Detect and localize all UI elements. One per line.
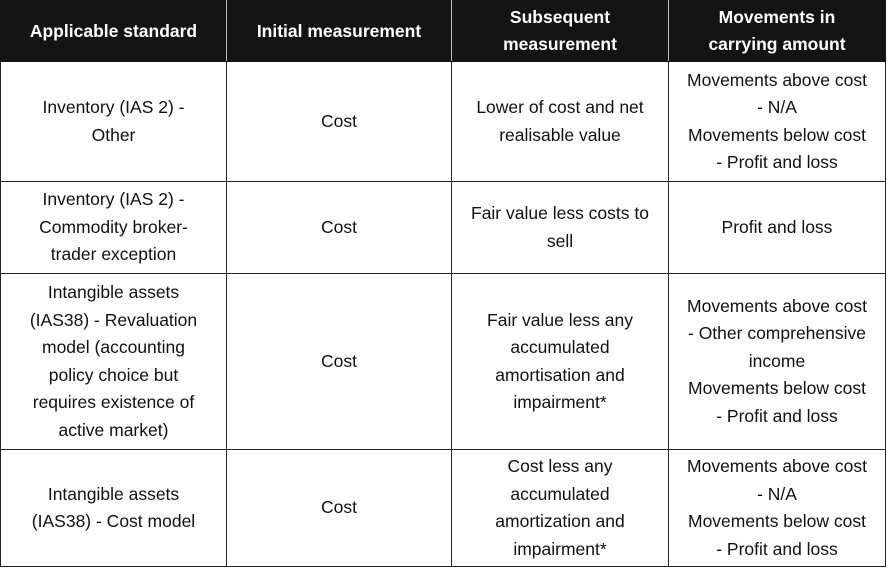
header-subsequent-measurement [452, 1, 669, 62]
header-line: Applicable standard [29, 20, 198, 41]
cell-line: amortisation and [495, 364, 625, 385]
cell-line: model (accounting [42, 337, 185, 357]
cell-line: Intangible assets [47, 282, 180, 302]
cell-line: - N/A [757, 97, 797, 117]
cell-line: amortization and [495, 511, 625, 531]
header-applicable-standard [1, 1, 227, 62]
header-line: carrying amount [708, 34, 846, 54]
cell-line: Fair value less any [487, 309, 633, 330]
cell-line: policy choice but [48, 364, 179, 385]
header-line: Subsequent [509, 7, 611, 27]
cell-line: (IAS38) - Revaluation [29, 309, 198, 330]
cell-applicable-standard [1, 450, 227, 567]
cell-line: Cost [321, 350, 357, 371]
cell-line: Cost [321, 110, 357, 131]
cell-movements [669, 62, 886, 182]
cell-line: impairment* [513, 538, 607, 559]
header-line: Initial measurement [256, 20, 422, 41]
cell-line: requires existence of [32, 392, 195, 412]
cell-line: Inventory (IAS 2) - [42, 97, 185, 117]
cell-line: active market) [58, 419, 169, 440]
cell-movements [669, 182, 886, 274]
cell-line: - N/A [757, 483, 797, 504]
cell-subsequent-measurement [452, 62, 669, 182]
cell-line: Movements below cost [688, 511, 866, 531]
cell-applicable-standard [1, 62, 227, 182]
cell-line: sell [546, 230, 574, 251]
cell-line: Movements below cost [688, 124, 866, 145]
table-row [1, 182, 886, 274]
cell-line: Movements above cost [687, 456, 867, 476]
cell-line: Commodity broker- [39, 216, 188, 237]
cell-line: impairment* [513, 392, 607, 412]
cell-initial-measurement [227, 62, 452, 182]
cell-line: (IAS38) - Cost model [31, 511, 196, 531]
cell-line: - Profit and loss [716, 405, 838, 426]
cell-line: Fair value less costs to [471, 203, 649, 223]
table-row [1, 274, 886, 450]
cell-initial-measurement [227, 182, 452, 274]
cell-line: - Profit and loss [716, 152, 838, 172]
cell-subsequent-measurement [452, 274, 669, 450]
cell-movements [669, 450, 886, 567]
header-initial-measurement [227, 1, 452, 62]
cell-applicable-standard [1, 274, 227, 450]
cell-line: Cost [321, 497, 357, 518]
header-line: measurement [503, 34, 617, 54]
cell-line: Cost less any [507, 456, 613, 476]
cell-line: realisable value [499, 124, 621, 145]
cell-line: Other [91, 124, 136, 145]
cell-line: Inventory (IAS 2) - [42, 189, 185, 210]
cell-initial-measurement [227, 450, 452, 567]
cell-applicable-standard [1, 182, 227, 274]
cell-line: Profit and loss [721, 216, 833, 237]
table-header-row [1, 1, 886, 62]
cell-line: income [748, 350, 806, 371]
cell-initial-measurement [227, 274, 452, 450]
cell-movements [669, 274, 886, 450]
cell-line: Intangible assets [47, 483, 180, 504]
cell-line: accumulated [510, 483, 610, 504]
table-row [1, 62, 886, 182]
cell-line: Movements above cost [687, 69, 867, 90]
cell-line: Lower of cost and net [476, 97, 644, 117]
cell-line: accumulated [510, 337, 610, 357]
table-row [1, 450, 886, 567]
cell-line: - Other comprehensive [688, 323, 866, 344]
cell-line: Movements below cost [688, 378, 866, 399]
header-movements-in-carrying-amount [669, 1, 886, 62]
cell-line: Cost [321, 216, 357, 237]
cell-line: - Profit and loss [716, 538, 838, 559]
cell-line: trader exception [50, 244, 177, 265]
cell-subsequent-measurement [452, 182, 669, 274]
header-line: Movements in [718, 7, 836, 27]
cell-subsequent-measurement [452, 450, 669, 567]
cell-line: Movements above cost [687, 295, 867, 316]
